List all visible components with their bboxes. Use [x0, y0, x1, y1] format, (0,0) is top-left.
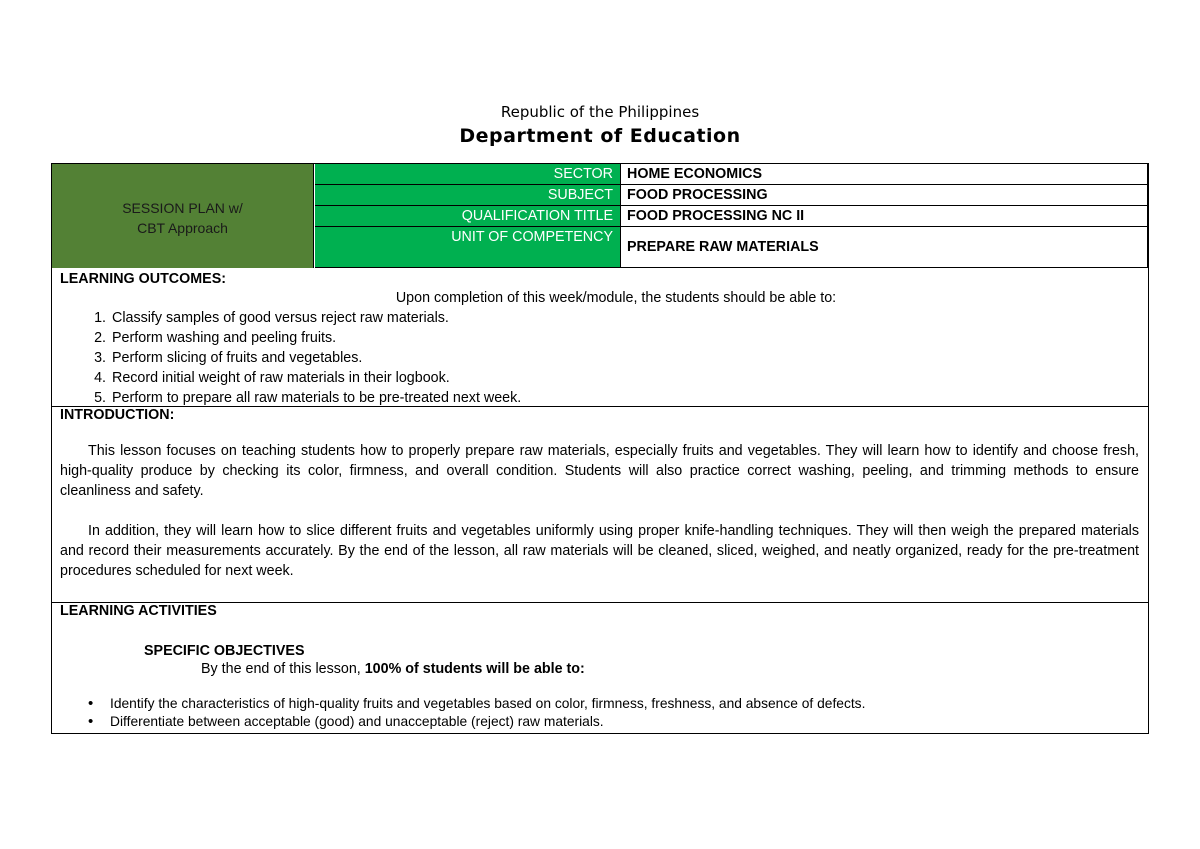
sector-label: SECTOR	[315, 164, 621, 184]
objectives-lead-bold: 100% of students will be able to:	[364, 661, 585, 677]
sector-value: HOME ECONOMICS	[621, 164, 1148, 184]
list-item: 3. Perform slicing of fruits and vegetables.	[110, 348, 1148, 368]
introduction-title: INTRODUCTION:	[60, 407, 175, 423]
list-item: 5. Perform to prepare all raw materials to be pre-treated next week.	[110, 388, 1148, 408]
info-row-competency	[315, 227, 1148, 268]
info-row-sector	[315, 164, 1148, 185]
competency-value: PREPARE RAW MATERIALS	[621, 227, 1148, 267]
header-republic: Republic of the Philippines	[500, 103, 700, 121]
objectives-list	[52, 695, 1148, 731]
learning-outcomes-title: LEARNING OUTCOMES:	[60, 271, 226, 287]
list-item: 1. Classify samples of good versus reject raw materials.	[110, 308, 1148, 328]
session-plan-cell	[52, 164, 314, 268]
introduction-section	[51, 407, 1149, 603]
info-row-qualification	[315, 206, 1148, 227]
list-item: • Differentiate between acceptable (good) and unacceptable (reject) raw materials.	[110, 713, 1148, 731]
competency-label: UNIT OF COMPETENCY	[315, 227, 621, 267]
list-item: • Identify the characteristics of high-quality fruits and vegetables based on color, firmness, freshness, and absence of defects.	[110, 695, 1148, 713]
list-item: 2. Perform washing and peeling fruits.	[110, 328, 1148, 348]
session-plan-line1: SESSION PLAN w/	[122, 200, 243, 216]
session-plan-line2: CBT Approach	[137, 220, 228, 236]
objectives-lead	[52, 661, 1148, 677]
info-rows	[315, 164, 1148, 268]
learning-outcomes-section	[51, 268, 1149, 407]
session-plan-document	[51, 163, 1149, 734]
subject-value: FOOD PROCESSING	[621, 185, 1148, 205]
objectives-lead-prefix: By the end of this lesson,	[201, 661, 361, 677]
subject-label: SUBJECT	[315, 185, 621, 205]
info-row-subject	[315, 185, 1148, 206]
list-item: 4. Record initial weight of raw materials in their logbook.	[110, 368, 1148, 388]
introduction-paragraph: In addition, they will learn how to slice different fruits and vegetables uniformly using proper knife-handling techniques. They will then weigh the prepared materials and record their measurements accurately. By the end of the lesson, all raw materials will be cleaned, sliced, weighed, and neatly organized, ready for the pre-treatment procedures scheduled for next week.	[60, 523, 1139, 579]
qualification-value: FOOD PROCESSING NC II	[621, 206, 1148, 226]
specific-objectives-heading: SPECIFIC OBJECTIVES	[144, 643, 305, 659]
introduction-paragraph: This lesson focuses on teaching students how to properly prepare raw materials, especially fruits and vegetables. They will learn how to identify and choose fresh, high-quality produce by checking its color, firmness, and overall condition. Students will also practice correct washing, peeling, and trimming methods to ensure cleanliness and safety.	[60, 443, 1139, 499]
qualification-label: QUALIFICATION TITLE	[315, 206, 621, 226]
header-department: Department of Education	[459, 125, 741, 147]
learning-outcomes-list	[52, 308, 1148, 408]
learning-outcomes-intro: Upon completion of this week/module, the students should be able to:	[395, 290, 837, 306]
learning-activities-section	[51, 602, 1149, 734]
info-table	[51, 163, 1149, 268]
learning-activities-title: LEARNING ACTIVITIES	[60, 603, 217, 619]
